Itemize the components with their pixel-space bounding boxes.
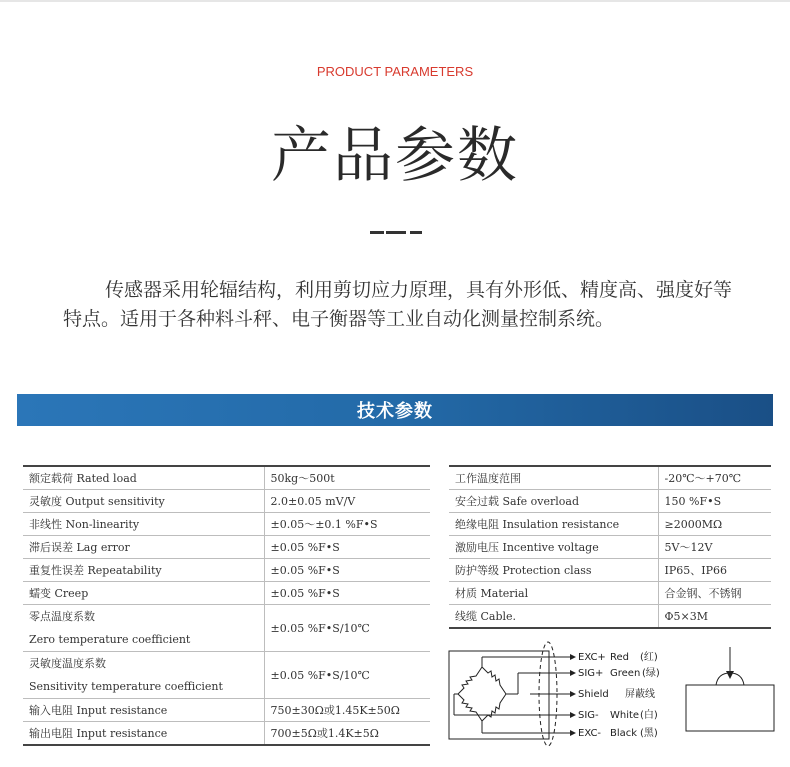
param-value: -20℃～+70℃ (658, 466, 771, 490)
param-name: 零点温度系数 (29, 610, 95, 623)
title-dash-left (370, 231, 384, 234)
param-value: ±0.05 %F•S/10℃ (264, 605, 430, 652)
param-value: 750±30Ω或1.45K±50Ω (264, 699, 430, 722)
param-name: 工作温度范围 (449, 466, 658, 490)
param-name-en: Zero temperature coefficient (29, 633, 191, 646)
table-row (449, 605, 771, 629)
wire-arrows (570, 654, 576, 736)
param-name: 额定载荷 Rated load (23, 466, 264, 490)
wire-pin: Shield (578, 689, 609, 700)
table-row (449, 559, 771, 582)
bridge-box (449, 651, 549, 739)
param-name: 蠕变 Creep (23, 582, 264, 605)
wiring-diagram (448, 637, 778, 747)
bridge-icon (454, 657, 544, 733)
table-row (449, 582, 771, 605)
table-row (23, 652, 430, 699)
banner-label: 技术参数 (357, 401, 433, 422)
section-subtitle: PRODUCT PARAMETERS (316, 64, 474, 79)
param-name-en: Sensitivity temperature coefficient (29, 680, 223, 693)
param-name: 非线性 Non-linearity (23, 513, 264, 536)
wire-pin: EXC- (578, 728, 602, 739)
param-value: IP65、IP66 (658, 559, 771, 582)
param-name: 材质 Material (449, 582, 658, 605)
wire-color: Black (610, 728, 638, 739)
table-row (449, 513, 771, 536)
table-row (449, 536, 771, 559)
param-value: ≥2000MΩ (658, 513, 771, 536)
page-title: 产品参数 (271, 121, 519, 191)
wire-pin: SIG- (578, 710, 599, 721)
param-value: 50kg～500t (264, 466, 430, 490)
wire-color: White (610, 710, 640, 721)
param-name-cell (23, 652, 264, 699)
param-name-cell (23, 605, 264, 652)
param-name: 重复性误差 Repeatability (23, 559, 264, 582)
param-value: 2.0±0.05 mV/V (264, 490, 430, 513)
wire-pin: EXC+ (578, 652, 606, 663)
wire-color-cn: (红) (640, 652, 658, 663)
param-value: ±0.05 %F•S/10℃ (264, 652, 430, 699)
wire-color-cn: 屏蔽线 (625, 689, 655, 700)
param-name: 激励电压 Incentive voltage (449, 536, 658, 559)
top-divider (0, 0, 790, 2)
table-row (449, 466, 771, 490)
table-row (23, 699, 430, 722)
title-dash-mid (386, 231, 406, 234)
param-value: 150 %F•S (658, 490, 771, 513)
param-name: 绝缘电阻 Insulation resistance (449, 513, 658, 536)
table-row (23, 605, 430, 652)
table-row (23, 582, 430, 605)
intro-paragraph: 传感器采用轮辐结构，利用剪切应力原理，具有外形低、精度高、强度好等特点。适用于各种料斗秤、电子衡器等工业自动化测量控制系统。 (63, 279, 733, 330)
table-row (23, 722, 430, 746)
param-value: Φ5×3M (658, 605, 771, 629)
param-value: 合金钢、不锈钢 (658, 582, 771, 605)
table-row (23, 490, 430, 513)
force-arrow-icon (726, 671, 734, 679)
table-row (23, 513, 430, 536)
wire-color-cn: (白) (640, 710, 658, 721)
param-value: ±0.05 %F•S (264, 536, 430, 559)
param-name: 滞后误差 Lag error (23, 536, 264, 559)
param-value: ±0.05 %F•S (264, 559, 430, 582)
left-spec-table (23, 465, 430, 746)
param-name: 输出电阻 Input resistance (23, 722, 264, 746)
param-value: ±0.05～±0.1 %F•S (264, 513, 430, 536)
param-name: 防护等级 Protection class (449, 559, 658, 582)
wire-pin: SIG+ (578, 668, 604, 679)
wire-color: Green (610, 668, 641, 679)
title-dash-right (410, 231, 422, 234)
param-name: 线缆 Cable. (449, 605, 658, 629)
param-name: 灵敏度 Output sensitivity (23, 490, 264, 513)
load-cell-icon (686, 647, 774, 731)
wire-color-cn: (绿) (642, 668, 660, 679)
right-spec-table (449, 465, 771, 629)
tech-params-banner (17, 394, 773, 426)
table-row (449, 490, 771, 513)
table-row (23, 536, 430, 559)
table-row (23, 466, 430, 490)
param-value: ±0.05 %F•S (264, 582, 430, 605)
param-name: 灵敏度温度系数 (29, 657, 106, 670)
wire-color: Red (610, 652, 629, 663)
param-value: 5V～12V (658, 536, 771, 559)
param-name: 安全过载 Safe overload (449, 490, 658, 513)
param-value: 700±5Ω或1.4K±5Ω (264, 722, 430, 746)
param-name: 输入电阻 Input resistance (23, 699, 264, 722)
wire-color-cn: (黑) (640, 728, 658, 739)
table-row (23, 559, 430, 582)
